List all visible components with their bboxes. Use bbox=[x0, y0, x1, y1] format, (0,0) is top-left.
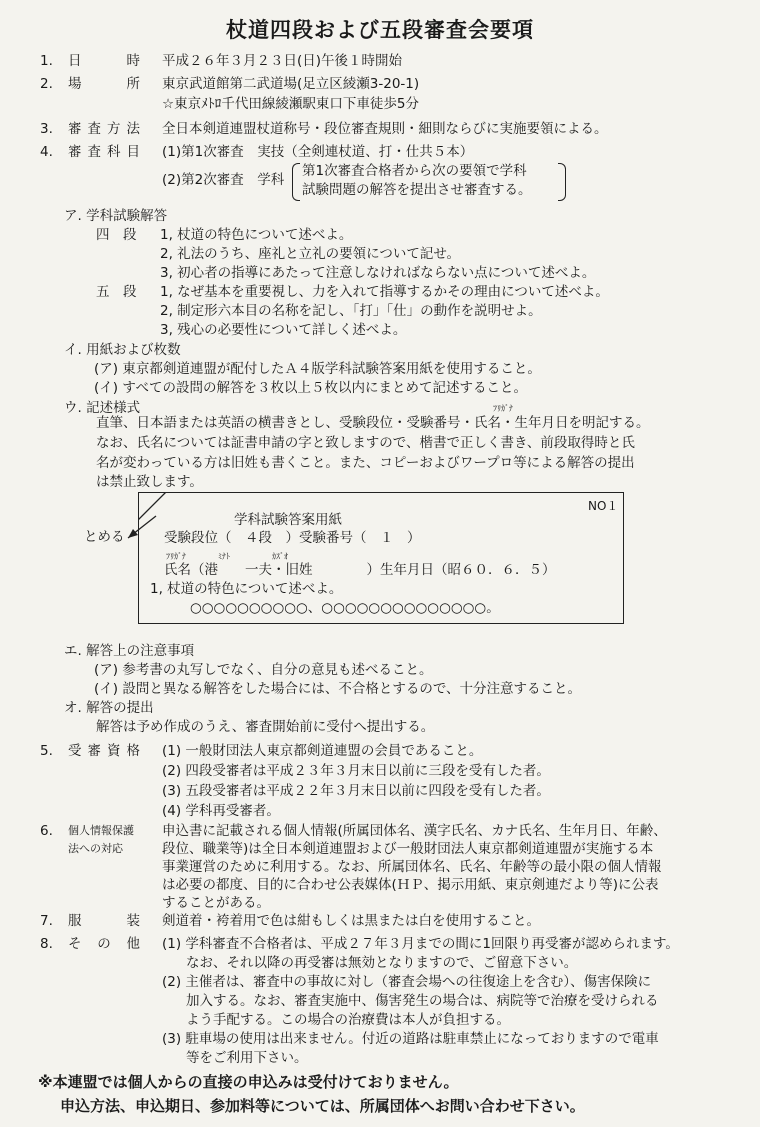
yondan-question-3: 3, 初心者の指導にあたって注意しなければならない点について述べよ。 bbox=[160, 265, 596, 281]
left-bracket bbox=[292, 163, 300, 201]
section-5-line-4: (4) 学科再受審者。 bbox=[162, 803, 280, 819]
yondan-label: 四 段 bbox=[96, 227, 137, 243]
section-4-box-line-1: 第1次審査合格者から次の要領で学科 bbox=[302, 163, 527, 179]
sheet-corner-fold-icon bbox=[138, 492, 170, 524]
section-4-line-2: (2)第2次審査 学科 bbox=[162, 172, 285, 188]
section-6-line-5: することがある。 bbox=[162, 895, 270, 911]
subsection-i-line-2: (イ) すべての設問の解答を３枚以上５枚以内にまとめて記述すること。 bbox=[94, 380, 528, 396]
sheet-question-row: 1, 杖道の特色について述べよ。 bbox=[150, 581, 343, 597]
sheet-answer-row: ○○○○○○○○○○、○○○○○○○○○○○○○○。 bbox=[190, 600, 500, 616]
section-2-number: 2. bbox=[40, 76, 53, 92]
footer-notice-2: 申込方法、申込期日、参加料等については、所属団体へお問い合わせ下さい。 bbox=[60, 1097, 585, 1115]
godan-label: 五 段 bbox=[96, 284, 137, 300]
sheet-name-birth-row: 氏名（港 一夫・旧姓 ）生年月日（昭６０．６．５） bbox=[164, 562, 556, 578]
document-title: 杖道四段および五段審査会要項 bbox=[226, 18, 534, 42]
subsection-e-line-1: (ア) 参考書の丸写しでなく、自分の意見も述べること。 bbox=[94, 662, 433, 678]
footer-notice-1: ※本連盟では個人からの直接の申込みは受付けておりません。 bbox=[38, 1073, 459, 1091]
section-8-line-1: (1) 学科審査不合格者は、平成２７年３月までの間に1回限り再受審が認められます。 bbox=[162, 936, 679, 952]
section-6-line-3: 事業運営のために利用する。なお、所属団体名、氏名、年齢等の最小限の個人情報 bbox=[162, 859, 662, 875]
section-5-line-2: (2) 四段受審者は平成２３年３月末日以前に三段を受有した者。 bbox=[162, 763, 550, 779]
subsection-o-line: 解答は予め作成のうえ、審査開始前に受付へ提出する。 bbox=[96, 719, 435, 735]
section-1-label: 日 時 bbox=[68, 53, 140, 69]
subsection-a-heading: ア. 学科試験解答 bbox=[64, 208, 168, 224]
section-3-number: 3. bbox=[40, 121, 53, 137]
section-3-text: 全日本剣道連盟杖道称号・段位審査規則・細則ならびに実施要領による。 bbox=[162, 121, 608, 137]
section-8-line-6: (3) 駐車場の使用は出来ません。付近の道路は駐車禁止になっておりますので電車 bbox=[162, 1031, 659, 1047]
right-bracket bbox=[558, 163, 566, 201]
subsection-i-heading: イ. 用紙および枚数 bbox=[64, 342, 181, 358]
yondan-question-1: 1, 杖道の特色について述べよ。 bbox=[160, 227, 353, 243]
section-8-label: そ の 他 bbox=[68, 936, 140, 952]
subsection-u-line-3: 名が変わっている方は旧姓も書くこと。また、コピーおよびワープロ等による解答の提出 bbox=[96, 455, 635, 471]
section-6-line-4: は必要の都度、目的に合わせ公表媒体(ＨＰ、掲示用紙、東京剣連だより等)に公表 bbox=[162, 877, 659, 893]
section-5-label: 受 審 資 格 bbox=[68, 743, 140, 759]
section-4-label: 審 査 科 目 bbox=[68, 144, 140, 160]
section-8-line-3: (2) 主催者は、審査中の事故に対し（審査会場への往復途上を含む）、傷害保険に bbox=[162, 974, 652, 990]
yondan-question-2: 2, 礼法のうち、座礼と立礼の要領について記せ。 bbox=[160, 246, 460, 262]
section-6-line-1: 申込書に記載される個人情報(所属団体名、漢字氏名、カナ氏名、生年月日、年齢、 bbox=[162, 823, 667, 839]
ruby-minato: ﾐﾅﾄ bbox=[218, 552, 230, 561]
section-8-line-5: よう手配する。この場合の治療費は本人が負担する。 bbox=[186, 1012, 510, 1028]
section-1-text: 平成２６年３月２３日(日)午後１時開始 bbox=[162, 53, 403, 69]
section-7-label: 服 装 bbox=[68, 913, 140, 929]
section-6-label-2: 法への対応 bbox=[68, 842, 123, 855]
section-4-line-1: (1)第1次審査 実技（全剣連杖道、打・仕共５本） bbox=[162, 144, 474, 160]
section-3-label: 審 査 方 法 bbox=[68, 121, 140, 137]
subsection-u-heading: ウ. 記述様式 bbox=[64, 400, 141, 416]
ruby-furigana: ﾌﾘｶﾞﾅ bbox=[166, 552, 186, 561]
section-1-number: 1. bbox=[40, 53, 53, 69]
godan-question-3: 3, 残心の必要性について詳しく述べよ。 bbox=[160, 322, 407, 338]
section-4-number: 4. bbox=[40, 144, 53, 160]
section-7-text: 剣道着・袴着用で色は紺もしくは黒または白を使用すること。 bbox=[162, 913, 540, 929]
section-2-label: 場 所 bbox=[68, 76, 140, 92]
godan-question-1: 1, なぜ基本を重要視し、力を入れて指導するかその理由について述べよ。 bbox=[160, 284, 609, 300]
subsection-u-line-2: なお、氏名については証書申請の字と致しますので、楷書で正しく書き、前段取得時と氏 bbox=[96, 435, 635, 451]
subsection-u-line-1: 直筆、日本語または英語の横書きとし、受験段位・受験番号・氏名・生年月日を明記する。 bbox=[96, 415, 650, 431]
subsection-e-line-2: (イ) 設問と異なる解答をした場合には、不合格とするので、十分注意すること。 bbox=[94, 681, 582, 697]
section-8-line-7: 等をご利用下さい。 bbox=[186, 1050, 308, 1066]
subsection-i-line-1: (ア) 東京都剣道連盟が配付したＡ４版学科試験答案用紙を使用すること。 bbox=[94, 361, 541, 377]
tomeru-label: とめる bbox=[84, 529, 125, 545]
sheet-title: 学科試験答案用紙 bbox=[234, 512, 342, 528]
subsection-o-heading: オ. 解答の提出 bbox=[64, 700, 154, 716]
section-5-line-1: (1) 一般財団法人東京都剣道連盟の会員であること。 bbox=[162, 743, 483, 759]
section-6-label-1: 個人情報保護 bbox=[68, 824, 134, 837]
section-5-line-3: (3) 五段受審者は平成２２年３月末日以前に四段を受有した者。 bbox=[162, 783, 550, 799]
sheet-grade-number-row: 受験段位（ ４段 ）受験番号（ １ ） bbox=[164, 530, 421, 546]
godan-question-2: 2, 制定形六本目の名称を記し、「打」「仕」の動作を説明せよ。 bbox=[160, 303, 542, 319]
furigana-ruby: ﾌﾘｶﾞﾅ bbox=[493, 404, 513, 413]
subsection-u-line-4: は禁止致します。 bbox=[96, 474, 203, 490]
section-7-number: 7. bbox=[40, 913, 53, 929]
section-8-line-2: なお、それ以降の再受審は無効となりますので、ご留意下さい。 bbox=[186, 955, 578, 971]
section-8-number: 8. bbox=[40, 936, 53, 952]
sheet-number: NO１ bbox=[588, 499, 619, 513]
section-4-box-line-2: 試験問題の解答を提出させ審査する。 bbox=[302, 182, 532, 198]
ruby-kazuo: ｶｽﾞｵ bbox=[272, 552, 288, 561]
section-6-number: 6. bbox=[40, 823, 53, 839]
section-8-line-4: 加入する。なお、審査実施中、傷害発生の場合は、病院等で治療を受けられる bbox=[186, 993, 659, 1009]
section-2-line-2: ☆東京ﾒﾄﾛ千代田線綾瀬駅東口下車徒歩5分 bbox=[162, 96, 419, 112]
section-6-line-2: 段位、職業等)は全日本剣道連盟および一般財団法人東京都剣道連盟が実施する本 bbox=[162, 841, 654, 857]
section-2-line-1: 東京武道館第二武道場(足立区綾瀬3-20-1) bbox=[162, 76, 420, 92]
subsection-e-heading: エ. 解答上の注意事項 bbox=[64, 643, 195, 659]
section-5-number: 5. bbox=[40, 743, 53, 759]
